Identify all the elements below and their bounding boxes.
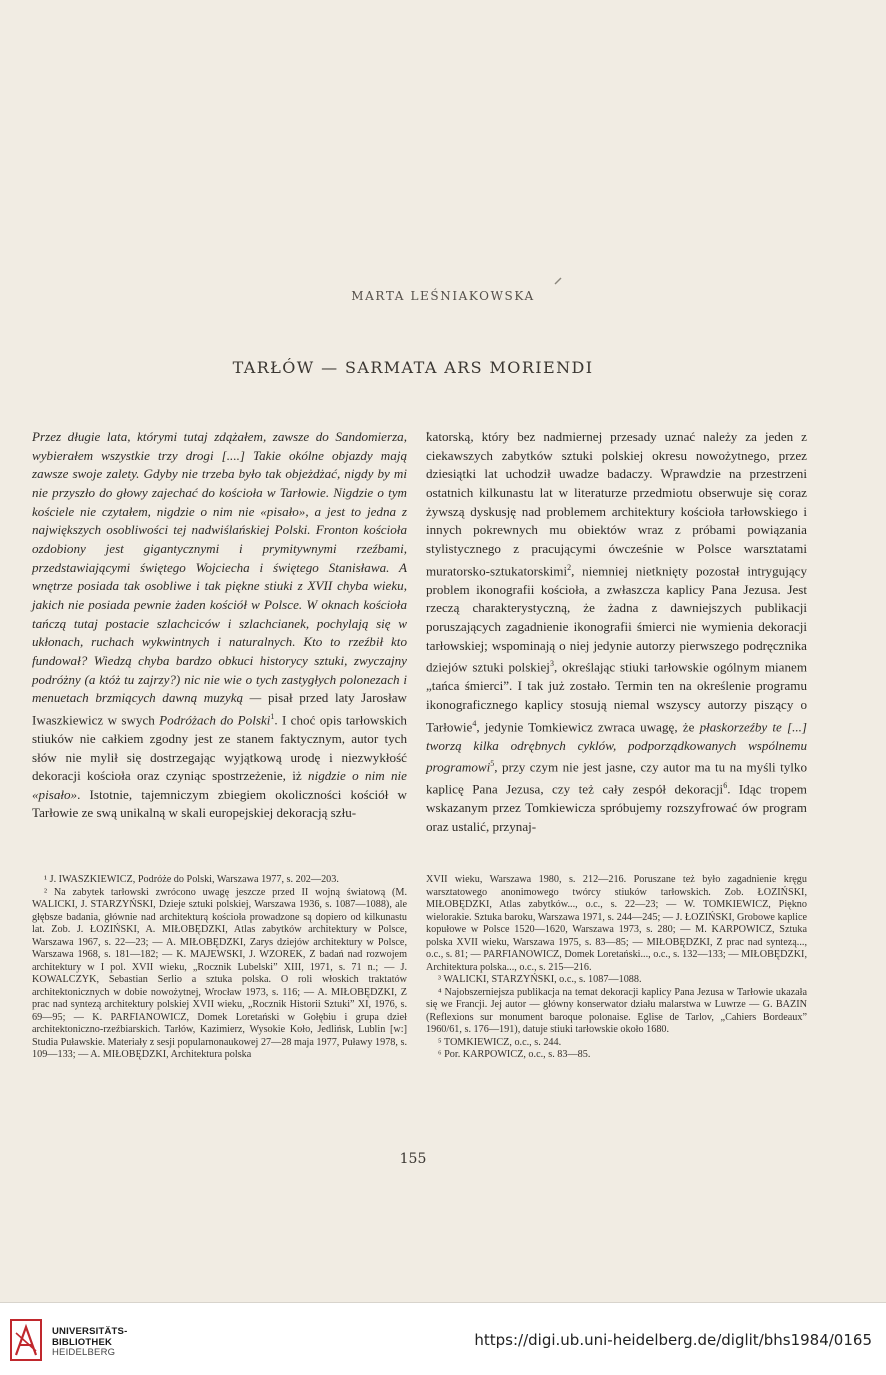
institution-line-1: UNIVERSITÄTS- <box>52 1326 128 1337</box>
left-text-2: . I choć opis tarłowskich stiuków nie całkiem zgodny jest ze stanem faktycznym, autor tych słów nie mylił się dostrzegając wyjątkową urodę i niezwykłość dekoracji kościoła oraz czyniąc spostrzeżenie, iż <box>32 712 407 784</box>
page-number: 155 <box>399 1151 427 1167</box>
right-text-4: , jedynie Tomkiewicz zwraca uwagę, że <box>476 718 695 734</box>
footnote-4: ⁴ Najobszerniejsza publikacja na temat dekoracji kaplicy Pana Jezusa w Tarłowie ukazała się we Francji. Jej autor — główny konserwator działu malarstwa w Luwrze — G. BAZIN (Reflexions sur monument baroque polonaise. Eglise de Tarlov, „Cahiers Bordeaux” 1960/61, s. 176—191), datuje stiuki tarłowskie około 1680. <box>426 986 807 1035</box>
footnote-ref-2: 2 <box>567 562 572 572</box>
body-paragraph-left <box>32 428 407 823</box>
footnote-ref-5: 5 <box>490 759 495 769</box>
footnotes-right <box>426 874 807 1062</box>
article-title: TARŁÓW — SARMATA ARS MORIENDI <box>232 358 594 377</box>
footnote-5: ⁵ TOMKIEWICZ, o.c., s. 244. <box>438 1036 562 1048</box>
institution-line-3: HEIDELBERG <box>52 1347 116 1358</box>
left-text-3: . Istotnie, tajemniczym zbiegiem okoliczności kościół w Tarłowie ze swą unikalną w skali europejskiej dekoracją szłu- <box>32 786 407 821</box>
footnote-ref-4: 4 <box>472 718 477 728</box>
right-text-5: , przy czym nie jest jasne, czy autor ma tu na myśli tylko kaplicę Pana Jezusa, czy też cały zespół dekoracji <box>426 759 807 797</box>
right-italic-1: płaskorzeźby te [...] tworzą kilka odrębnych cyklów, podporządkowanych wspólnemu programowi <box>426 718 808 775</box>
right-text-2: , niemniej nietknięty pozostał intrygujący problem ikonografii kościoła, a zwłaszcza kaplicy Pana Jezusa. Jest rzeczą charakterystyczną, że żadna z dawniejszych publikacji poruszających zagadnienie ikonografii śmierci nie wymienia dekoracji tarłowskiej; wspominają o niej jedynie autorzy pierwszego podręcznika dziejów sztuki polskiej <box>426 562 807 675</box>
digitization-footer <box>0 1302 886 1375</box>
footnote-3: ³ WALICKI, STARZYŃSKI, o.c., s. 1087—1088. <box>438 974 642 985</box>
opening-quote: Przez długie lata, którymi tutaj zdążałem, zawsze do Sandomierza, wybierałem wszystkie trzy drogi [....] Takie okólne objazdy mają zawsze swoje zalety. Gdyby nie trzeba było tak objeżdżać, nigdy by mi nie przyszło do głowy zajechać do kościoła w Tarłowie. Nigdzie o tym kościele nie czytałem, nigdzie o nim nie «pisało», a jest to jedna z największych osobliwości tej nadwiślańskiej Polski. Fronton kościoła ozdobiony jest gigantycznymi i prymitywnymi rzeźbami, przedstawiającymi świętego Wojciecha i świętego Stanisława. A wnętrze posiada tak osobliwe i tak piękne stiuki z XVII chyba wieku, jakich nie posiada pewnie żaden kościół w Polsce. W oknach kościoła tańczą tutaj postacie szlachciców i szlachcianek, pochylają się w ukłonach, ruchach wykwintnych i naturalnych. Kto to rzeźbił kto fundował? Wiedzą chyba bardzo obkuci historycy sztuki, zwyczajny podróżny (a któż tu zajrzy?) nic nie wie o tych zastygłych polonezach i menuetach brzmiących dawną muzyką — <box>32 429 407 706</box>
page-speck-mark <box>553 276 563 286</box>
permalink-url[interactable]: https://digi.ub.uni-heidelberg.de/diglit/bhs1984/0165 <box>474 1331 872 1349</box>
institution-line-2: BIBLIOTHEK <box>52 1336 113 1348</box>
body-paragraph-right <box>426 428 807 837</box>
right-text-6: . Idąc tropem wskazanym przez Tomkiewicza spróbujemy rozszyfrować ów program oraz ustalić, przynaj- <box>426 781 807 834</box>
right-text-3: , określając stiuki tarłowskie ogólnym mianem „tańca śmierci”. I tak już zostało. Termin ten na określenie programu ikonograficznego kaplicy stosują niemal wszyscy autorzy piszący o Tarłowie <box>426 659 808 734</box>
footnote-2-continued: XVII wieku, Warszawa 1980, s. 212—216. Poruszane też było zagadnienie kręgu warsztatowego anonimowego twórcy stiuków tarłowskich. Zob. ŁOZIŃSKI, MIŁOBĘDZKI, Atlas zabytków..., o.c., s. 22—23; — W. TOMKIEWICZ, Piękno wielorakie. Sztuka baroku, Warszawa 1971, s. 244—245; — J. ŁOZIŃSKI, Grobowe kaplice kopułowe w Polsce 1520—1620, Warszawa 1973, s. 280; — M. KARPOWICZ, Sztuka polska XVII wieku, Warszawa 1975, s. 83—85; — MIŁOBĘDZKI, Z prac nad syntezą..., o.c., s. 81; — PARFIANOWICZ, Domek Loretański..., o.c., s. 132—133; — MIŁOBĘDZKI, Architektura polska..., o.c., s. 215—216. <box>426 874 807 973</box>
article-author: MARTA LEŚNIAKOWSKA <box>351 289 535 303</box>
footnote-6: ⁶ Por. KARPOWICZ, o.c., s. 83—85. <box>438 1049 591 1060</box>
right-text-1: katorską, który bez nadmiernej przesady uznać należy za jeden z ciekawszych zabytków sztuki polskiej okresu nowożytnego, przez dziesiątki lat uchodził uwadze badaczy. Wprawdzie na przestrzeni ostatnich kilkunastu lat w literaturze przedmiotu obserwuje się coraz żywszą dyskusję nad problemem architektury kościoła tarłowskiego i innych pokrewnych mu obiektów wraz z próbami powiązania stylistycznego z pracującymi ówcześnie w Polsce warsztatami muratorsko-sztukatorskimi <box>426 429 807 578</box>
left-italic-1: Podróżach do Polski <box>159 712 271 728</box>
left-text-1: pisał przed laty Jarosław Iwaszkiewicz w swych <box>32 690 407 728</box>
footnote-1: ¹ J. IWASZKIEWICZ, Podróże do Polski, Warszawa 1977, s. 202—203. <box>44 874 339 885</box>
footnote-ref-1: 1 <box>270 711 275 721</box>
university-library-logo-icon <box>10 1319 42 1361</box>
footnotes-left <box>32 874 407 1062</box>
footnote-ref-3: 3 <box>549 659 554 669</box>
footnote-ref-6: 6 <box>723 781 728 791</box>
body-column-left <box>32 428 407 823</box>
footnote-2: ² Na zabytek tarłowski zwrócono uwagę jeszcze przed II wojną światową (M. WALICKI, J. STARZYŃSKI, Dzieje sztuki polskiej, Warszawa 1936, s. 1087—1088), ale głębsze badania, głównie nad architekturą kościoła prowadzone są dopiero od kilkunastu lat. Zob. J. ŁOZIŃSKI, A. MIŁOBĘDZKI, Atlas zabytków architektury w Polsce, Warszawa 1967, s. 22—23; — A. MIŁOBĘDZKI, Zarys dziejów architektury w Polsce, Warszawa 1968, s. 181—182; — K. MAJEWSKI, J. WZOREK, Z badań nad rozwojem architektury w I pol. XVII wieku, „Rocznik Lubelski” XIII, 1971, s. 71 n.; — J. KOWALCZYK, Sebastian Serlio a sztuka polska. O roli włoskich traktatów architektonicznych w dobie nowożytnej, Wrocław 1973, s. 116; — A. MIŁOBĘDZKI, Z prac nad syntezą architektury polskiej XVII wieku, „Rocznik Historii Sztuki” XI, 1976, s. 69—95; — K. PARFIANOWICZ, Domek Loretański w Gołębiu i grupa dzieł architektoniczno-rzeźbiarskich. Tarłów, Kazimierz, Wysokie Koło, Jedlińsk, Lublin [w:] Studia Puławskie. Materiały z sesji popularnonaukowej 27—28 maja 1977, Puławy 1978, s. 109—133; — A. MIŁOBĘDZKI, Architektura polska <box>32 886 407 1060</box>
institution-name <box>52 1327 127 1359</box>
left-italic-2: nigdzie o nim nie «pisało» <box>32 768 407 802</box>
body-column-right <box>426 428 807 837</box>
